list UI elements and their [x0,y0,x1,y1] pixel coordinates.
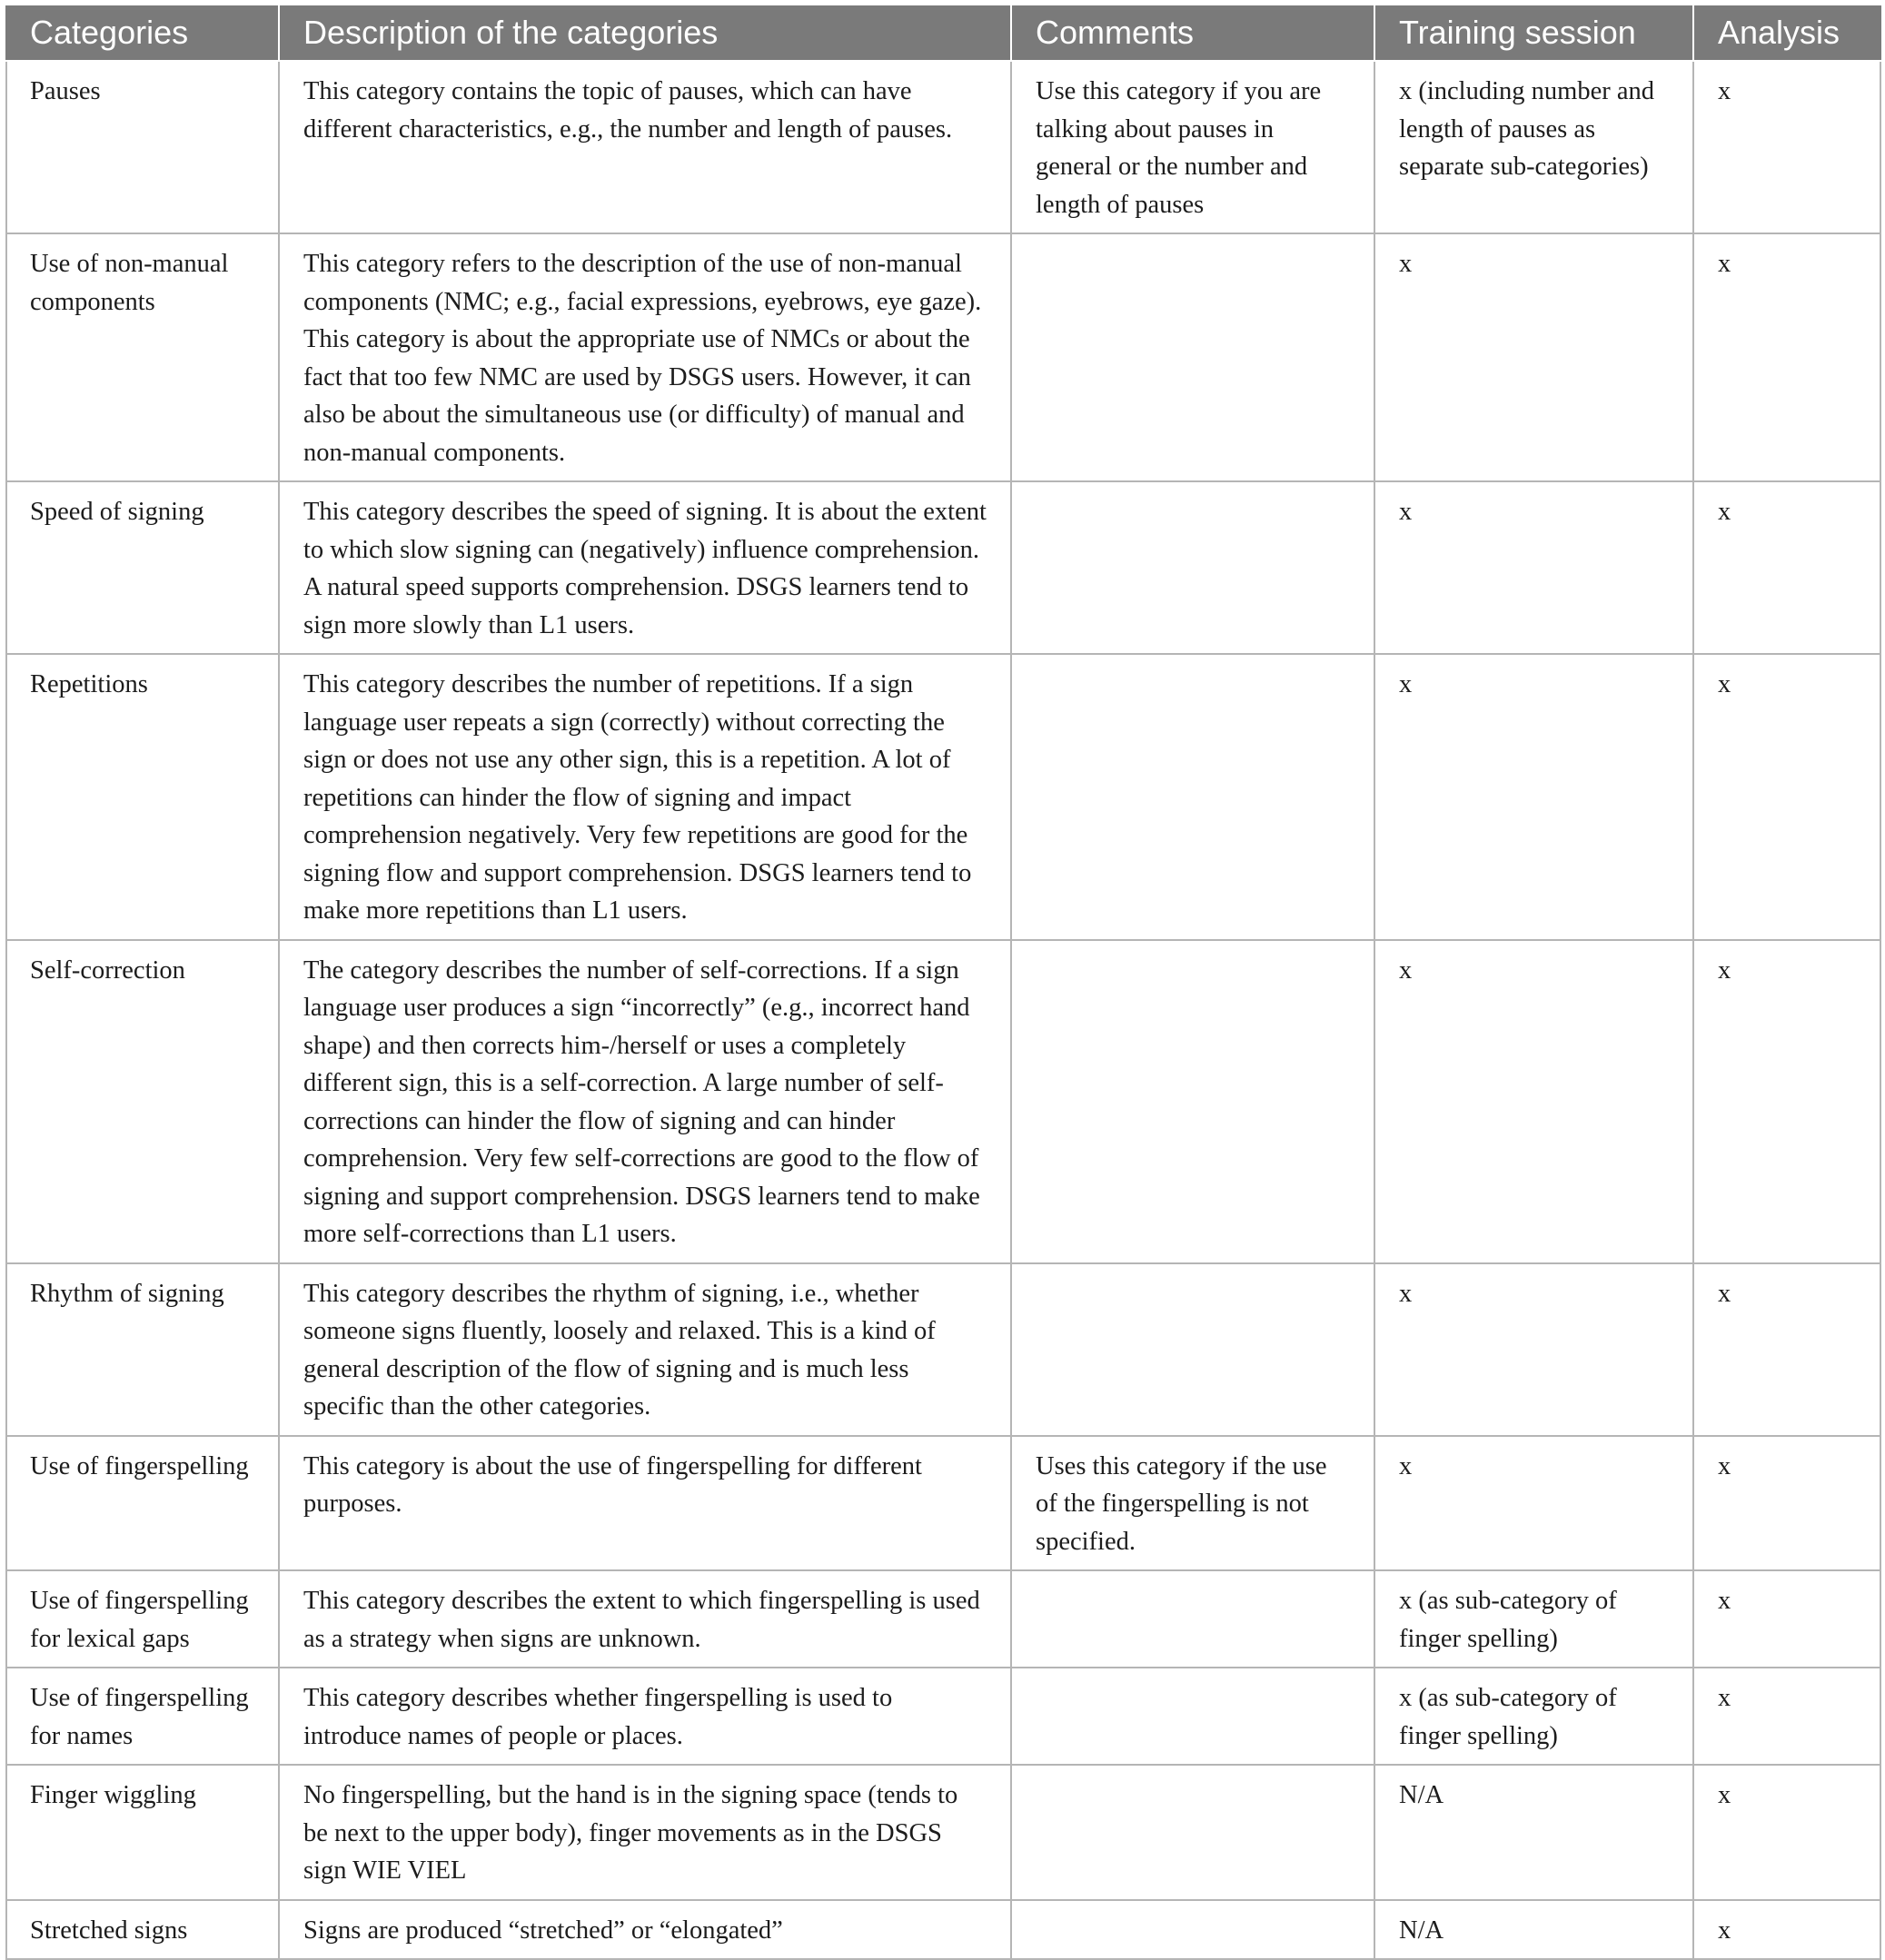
cell-training: x [1374,940,1693,1263]
cell-training: x (as sub-category of finger spelling) [1374,1668,1693,1765]
cell-description: This category describes whether fingerspelling is used to introduce names of people or places. [279,1668,1011,1765]
cell-analysis: x [1693,1668,1880,1765]
cell-category: Stretched signs [6,1900,279,1960]
header-categories: Categories [6,5,279,61]
cell-comments [1011,1900,1374,1960]
table-row [6,1263,1880,1436]
header-analysis: Analysis [1693,5,1880,61]
table-row [6,654,1880,940]
cell-category: Repetitions [6,654,279,940]
cell-comments [1011,481,1374,654]
cell-analysis: x [1693,481,1880,654]
cell-description: No fingerspelling, but the hand is in the signing space (tends to be next to the upper body), finger movements as in the DSGS sign WIE VIEL [279,1765,1011,1900]
cell-analysis: x [1693,1570,1880,1668]
cell-category: Use of fingerspelling [6,1436,279,1571]
cell-category: Use of non-manual components [6,233,279,481]
cell-description: This category describes the speed of signing. It is about the extent to which slow signing can (negatively) influence comprehension. A natural speed supports comprehension. DSGS learners tend to sign more slowly than L1 users. [279,481,1011,654]
cell-training: x [1374,654,1693,940]
cell-analysis: x [1693,1263,1880,1436]
cell-category: Self-correction [6,940,279,1263]
cell-category: Rhythm of signing [6,1263,279,1436]
header-description: Description of the categories [279,5,1011,61]
header-row [6,5,1880,61]
cell-description: This category contains the topic of pauses, which can have different characteristics, e.g., the number and length of pauses. [279,61,1011,233]
table-container [5,5,1880,1960]
cell-description: This category refers to the description of the use of non-manual components (NMC; e.g., facial expressions, eyebrows, eye gaze). This category is about the appropriate use of NMCs or about the fact that too few NMC are used by DSGS users. However, it can also be about the simultaneous use (or difficulty) of manual and non-manual components. [279,233,1011,481]
table-header [6,5,1880,61]
cell-analysis: x [1693,654,1880,940]
cell-training: x [1374,481,1693,654]
cell-training: x [1374,233,1693,481]
cell-category: Use of fingerspelling for names [6,1668,279,1765]
cell-description: This category describes the rhythm of signing, i.e., whether someone signs fluently, loosely and relaxed. This is a kind of general description of the flow of signing and is much less specific than the other categories. [279,1263,1011,1436]
cell-category: Pauses [6,61,279,233]
cell-training: x [1374,1436,1693,1571]
cell-training: x (as sub-category of finger spelling) [1374,1570,1693,1668]
cell-category: Finger wiggling [6,1765,279,1900]
cell-comments [1011,1570,1374,1668]
table-row [6,1570,1880,1668]
cell-comments [1011,1765,1374,1900]
cell-comments [1011,1263,1374,1436]
cell-training: x [1374,1263,1693,1436]
header-comments: Comments [1011,5,1374,61]
cell-analysis: x [1693,1900,1880,1960]
table-row [6,1765,1880,1900]
cell-description: Signs are produced “stretched” or “elongated” [279,1900,1011,1960]
table-body [6,61,1880,1959]
table-row [6,481,1880,654]
cell-comments: Uses this category if the use of the fingerspelling is not specified. [1011,1436,1374,1571]
header-training-session: Training session [1374,5,1693,61]
cell-training: N/A [1374,1900,1693,1960]
table-row [6,1436,1880,1571]
cell-description: This category is about the use of fingerspelling for different purposes. [279,1436,1011,1571]
cell-description: The category describes the number of self-corrections. If a sign language user produces a sign “incorrectly” (e.g., incorrect hand shape) and then corrects him-/herself or uses a completely different sign, this is a self-correction. A large number of self-corrections can hinder the flow of signing and can hinder comprehension. Very few self-corrections are good to the flow of signing and support comprehension. DSGS learners tend to make more self-corrections than L1 users. [279,940,1011,1263]
cell-comments: Use this category if you are talking about pauses in general or the number and length of pauses [1011,61,1374,233]
table-row [6,1900,1880,1960]
cell-comments [1011,940,1374,1263]
cell-category: Use of fingerspelling for lexical gaps [6,1570,279,1668]
cell-description: This category describes the extent to which fingerspelling is used as a strategy when signs are unknown. [279,1570,1011,1668]
table-row [6,233,1880,481]
cell-training: N/A [1374,1765,1693,1900]
cell-analysis: x [1693,1765,1880,1900]
cell-description: This category describes the number of repetitions. If a sign language user repeats a sign (correctly) without correcting the sign or does not use any other sign, this is a repetition. A lot of repetitions can hinder the flow of signing and impact comprehension negatively. Very few repetitions are good for the signing flow and support comprehension. DSGS learners tend to make more repetitions than L1 users. [279,654,1011,940]
cell-training: x (including number and length of pauses as separate sub-categories) [1374,61,1693,233]
cell-category: Speed of signing [6,481,279,654]
cell-comments [1011,654,1374,940]
cell-analysis: x [1693,940,1880,1263]
table-row [6,1668,1880,1765]
cell-analysis: x [1693,233,1880,481]
cell-analysis: x [1693,1436,1880,1571]
cell-analysis: x [1693,61,1880,233]
categories-table [5,5,1881,1960]
table-row [6,940,1880,1263]
cell-comments [1011,233,1374,481]
cell-comments [1011,1668,1374,1765]
table-row [6,61,1880,233]
